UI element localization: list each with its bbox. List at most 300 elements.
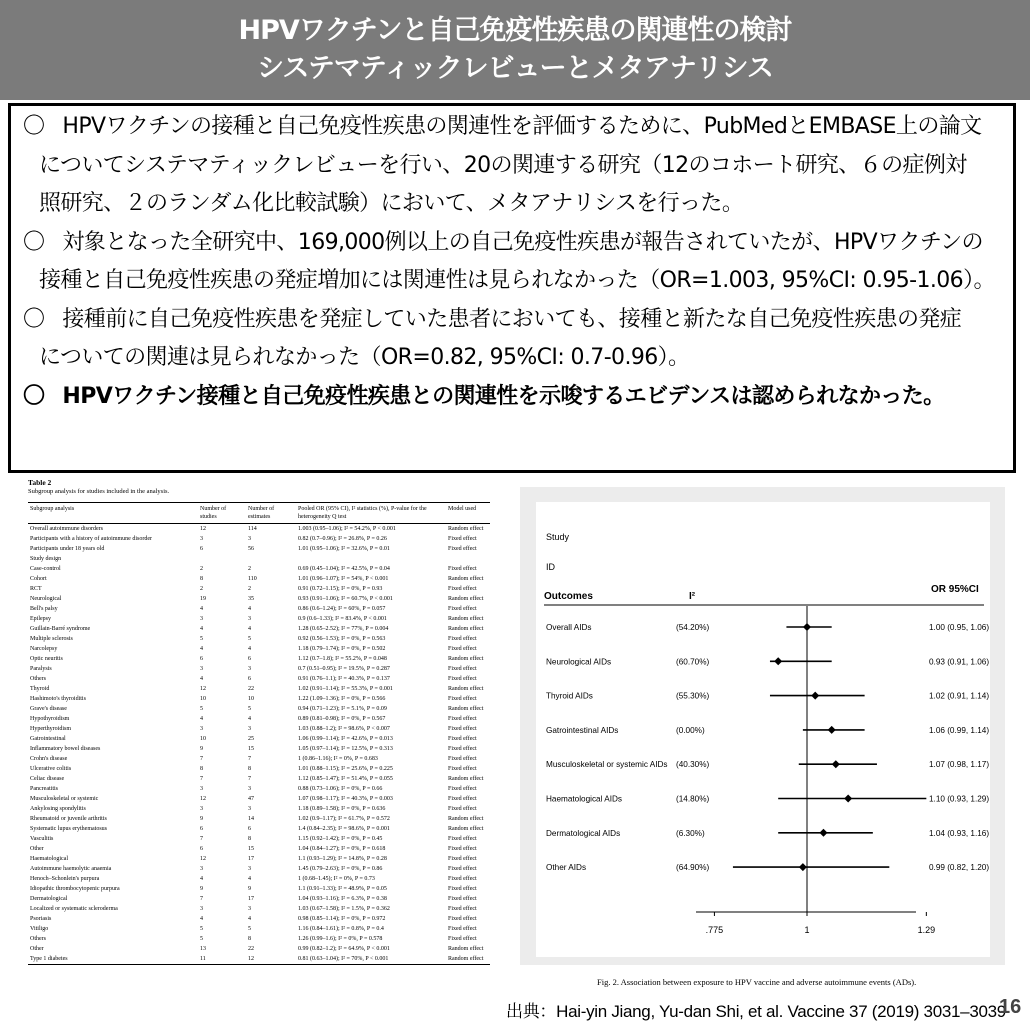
i2-value: (0.00%) [676,725,705,735]
table-cell: Participants under 18 years old [30,546,105,552]
table-cell: 4 [248,626,251,632]
table-row [28,884,490,894]
forest-row [546,692,989,701]
outcome-label: Dermatological AIDs [546,828,621,838]
table-cell: 47 [248,796,254,802]
table-cell: 1.1 (0.91–1.33); I² = 48.9%, P = 0.05 [298,886,387,892]
table-cell: 0.82 (0.7–0.96); I² = 26.8%, P = 0.26 [298,536,387,542]
i2-value: (40.30%) [676,760,710,770]
title-banner [0,0,1030,100]
table-cell: 12 [200,796,206,802]
table-cell: Participants with a history of autoimmune disorder [30,536,152,542]
table-cell: 56 [248,546,254,552]
table-row [28,904,490,914]
table-cell: Multiple sclerosis [30,636,73,642]
table-cell: 4 [248,916,251,922]
table-row [28,854,490,864]
table-cell: Fixed effect [448,866,477,872]
circle-bullet-icon: 〇 [23,114,45,139]
table-cell: 1 (0.86–1.16); I² = 0%, P = 0.683 [298,756,378,762]
table-cell: Autoimmune haemolytic anaemia [30,866,112,872]
table-cell: 1.02 (0.91–1.14); I² = 55.3%, P = 0.001 [298,686,393,692]
bullet-1 [23,108,1003,224]
table-cell: 10 [248,696,254,702]
table-row [28,614,490,624]
table-cell: Gatrointestinal [30,736,66,742]
table-cell: Fixed effect [448,566,477,572]
i2-value: (55.30%) [676,691,710,701]
table-cell: 5 [200,706,203,712]
table-row [28,554,490,564]
table-cell: 9 [200,746,203,752]
table-cell: 1.26 (0.99–1.6); I² = 0%, P = 0.578 [298,936,383,942]
table-cell: Random effect [448,826,484,832]
table-cell: 0.81 (0.63–1.04); I² = 70%, P < 0.001 [296,954,446,965]
table-row [28,944,490,954]
table-cell: 0.93 (0.91–1.06); I² = 60.7%, P < 0.001 [298,596,393,602]
summary-box [8,103,1016,473]
table-cell: Fixed effect [448,796,477,802]
table-row [28,784,490,794]
table-cell: Random effect [448,686,484,692]
table-row [28,794,490,804]
point-estimate-marker [832,760,840,768]
forest-row [546,657,989,666]
table-cell: 9 [200,886,203,892]
i2-value: (14.80%) [676,794,710,804]
table-cell: 12 [200,856,206,862]
title-line-1: HPVワクチンと自己免疫性疾患の関連性の検討 [238,15,792,46]
table-cell: 4 [200,676,203,682]
table-cell: 22 [248,946,254,952]
table-cell: Grave's disease [30,706,67,712]
bullet-3-line-1: 接種前に自己免疫性疾患を発症していた患者においても、接種と新たな自己免疫性疾患の発症 [62,306,962,332]
table-cell: 7 [200,836,203,842]
table-cell: 3 [248,786,251,792]
table-cell: Fixed effect [448,756,477,762]
table-cell: 110 [248,576,257,582]
table-cell: 22 [248,686,254,692]
table-cell: Type 1 diabetes [28,954,198,965]
bullet-2-line-2: 接種と自己免疫性疾患の発症増加には関連性は見られなかった（OR=1.003, 95%CI: 0.95-1.06）。 [39,268,995,293]
bullet-1-line-1: HPVワクチンの接種と自己免疫性疾患の関連性を評価するために、PubMedとEMBASE上の論文 [62,114,982,139]
table-cell: 6 [248,676,251,682]
point-estimate-marker [819,829,827,837]
forest-header-outcomes: Outcomes [544,591,593,602]
table-cell: 12 [200,686,206,692]
table-cell: Bell's palsy [30,606,58,612]
table-row [28,894,490,904]
table-cell: Fixed effect [448,636,477,642]
table-cell: Celiac disease [30,776,65,782]
table-cell: 8 [248,936,251,942]
table-cell: 0.9 (0.6–1.33); I² = 83.4%, P < 0.001 [298,616,387,622]
point-estimate-marker [774,657,782,665]
table-cell: 6 [200,546,203,552]
table-cell: 3 [200,536,203,542]
table-cell: 3 [248,806,251,812]
table-cell: Paralysis [30,666,52,672]
table-cell: 1.01 (0.88–1.15); I² = 25.6%, P = 0.225 [298,766,393,772]
figure-caption: Fig. 2. Association between exposure to HPV vaccine and adverse autoimmune events (ADs). [597,977,917,987]
table-cell: 1.4 (0.84–2.35); I² = 98.6%, P = 0.001 [298,826,390,832]
table-cell: 6 [248,656,251,662]
table-cell: Neurological [30,596,62,602]
outcome-label: Other AIDs [546,863,587,873]
table-cell: 1.06 (0.99–1.14); I² = 42.6%, P = 0.013 [298,736,393,742]
table-row [28,934,490,944]
table-cell: 1.04 (0.93–1.16); I² = 6.3%, P = 0.38 [298,896,387,902]
table-cell: 1.03 (0.67–1.58); I² = 1.5%, P = 0.362 [298,906,390,912]
table-cell: Random effect [448,616,484,622]
table-cell: Fixed effect [448,646,477,652]
table-cell: 1.28 (0.65–2.52); I² = 77%, P = 0.004 [298,626,389,632]
table-cell: Idiopathic thrombocytopenic purpura [30,886,120,892]
table-cell: 4 [200,916,203,922]
table-cell: 6 [200,846,203,852]
table-row [28,844,490,854]
table-cell: 15 [248,846,254,852]
table-cell: 4 [248,606,251,612]
table-cell: 17 [248,896,254,902]
source-citation: 出典：Hai-yin Jiang, Yu-dan Shi, et al. Vaccine 37 (2019) 3031–3039 [506,1002,1006,1021]
table-cell: 1.03 (0.88–1.2); I² = 98.6%, P < 0.007 [298,726,390,732]
table-cell: Vitiligo [30,926,49,932]
i2-value: (54.20%) [676,623,710,632]
table-cell: Fixed effect [448,766,477,772]
table-cell: Fixed effect [448,726,477,732]
forest-plot [536,502,990,957]
i2-value: (6.30%) [676,828,705,838]
or-ci-label: 1.07 (0.98, 1.17) [929,760,990,770]
table-cell [446,554,490,564]
table-cell: Fixed effect [448,546,477,552]
table-cell: RCT [30,586,42,592]
i2-value: (60.70%) [676,657,710,667]
x-tick-label: 1 [804,925,810,935]
table-cell: Fixed effect [448,716,477,722]
table-cell: 3 [200,616,203,622]
table-cell: 6 [200,656,203,662]
table-cell: Other [30,846,44,852]
table-cell: Fixed effect [448,806,477,812]
table-cell: 4 [248,716,251,722]
table-cell: Fixed effect [448,886,477,892]
x-axis-ticks [706,912,935,935]
table-cell: 10 [200,696,206,702]
table-cell: Hyperthyroidism [30,726,71,732]
table-cell: Henoch–Schonlein's purpura [30,876,100,882]
table-cell: 5 [248,926,251,932]
table-cell: Random effect [448,526,484,532]
table-cell: Vasculitis [30,836,54,842]
table-row [28,524,490,535]
table-cell: 6 [248,826,251,832]
table-cell: 10 [200,736,206,742]
table-cell: 35 [248,596,254,602]
table-cell: Ulcerative colitis [30,766,72,772]
table-cell: 8 [200,576,203,582]
table-cell: Others [30,676,46,682]
table-cell: Overall autoimmune disorders [30,526,103,532]
circle-bullet-icon: 〇 [23,383,45,409]
table-cell: 1.01 (0.95–1.06); I² = 32.6%, P = 0.01 [298,546,390,552]
table-cell: 4 [200,716,203,722]
table-cell: Thyroid [30,686,50,692]
table-cell: Hashimoto's thyroiditis [30,696,86,702]
table-cell: 15 [248,746,254,752]
circle-bullet-icon: 〇 [23,229,45,255]
table-cell: Guillain-Barré syndrome [30,626,91,632]
table-cell: 9 [248,886,251,892]
table-row [28,594,490,604]
i2-value: (64.90%) [676,863,710,873]
table-cell: 2 [200,586,203,592]
table-cell: Fixed effect [448,676,477,682]
table-cell: 114 [248,526,257,532]
table-cell: 8 [248,836,251,842]
or-ci-label: 0.93 (0.91, 1.06) [929,657,990,667]
table-cell: 3 [200,726,203,732]
table-cell: 2 [200,566,203,572]
table-row [28,804,490,814]
table-cell: Fixed effect [448,916,477,922]
table-row [28,644,490,654]
table-cell: Random effect [448,816,484,822]
forest-row [546,795,989,804]
table-cell: Hypothyroidism [30,716,70,722]
circle-bullet-icon: 〇 [23,306,45,332]
table-cell: Fixed effect [448,836,477,842]
table-row [28,694,490,704]
table-cell: Fixed effect [448,926,477,932]
bullet-4-line-1: HPVワクチン接種と自己免疫性疾患との関連性を示唆するエビデンスは認められなかった。 [62,383,945,409]
table-row [28,754,490,764]
bullet-3-line-2: についての関連は見られなかった（OR=0.82, 95%CI: 0.7-0.96）。 [39,345,690,370]
table-cell: 13 [200,946,206,952]
table-row [28,714,490,724]
table-cell: Random effect [446,954,490,965]
table-cell: 6 [200,826,203,832]
table-cell: Other [30,946,44,952]
table-cell: 0.94 (0.71–1.23); I² = 5.1%, P = 0.09 [298,706,387,712]
table-cell: 5 [200,926,203,932]
table-cell: 2 [248,586,251,592]
table-cell: 25 [248,736,254,742]
table-row [28,674,490,684]
table-cell: Systematic lupus erythematosus [30,826,107,832]
table-cell: Fixed effect [448,896,477,902]
table-body [28,524,490,965]
table-cell: 3 [200,666,203,672]
table-cell: 2 [248,566,251,572]
table-row [28,684,490,694]
bullet-4-conclusion [23,378,1003,417]
outcome-label: Thyroid AIDs [546,691,593,701]
table-cell: Random effect [448,706,484,712]
table-cell: Case-control [30,566,61,572]
table-cell: Fixed effect [448,856,477,862]
table-cell: 3 [248,666,251,672]
point-estimate-marker [828,726,836,734]
table-cell: Fixed effect [448,746,477,752]
forest-header-i2: I² [689,591,696,602]
table-cell: Crohn's disease [30,756,68,762]
table-cell [296,554,446,564]
table-cell: 0.89 (0.81–0.98); I² = 0%, P = 0.567 [298,716,386,722]
table-cell: 3 [200,906,203,912]
table-cell: 7 [200,896,203,902]
column-header: Pooled OR (95% CI), I² statistics (%), P-value for the heterogeneity Q test [296,503,446,524]
page-number: 16 [999,996,1022,1018]
table-cell: 1.22 (1.09–1.36); I² = 0%, P = 0.566 [298,696,386,702]
table-row [28,734,490,744]
forest-header-study: Study [546,532,570,542]
table-cell: Pancreatitis [30,786,58,792]
table-cell: 0.86 (0.6–1.24); I² = 60%, P = 0.057 [298,606,386,612]
table-cell: 7 [200,776,203,782]
x-tick-label: .775 [705,925,724,935]
table-cell: 0.92 (0.56–1.53); I² = 0%, P = 0.563 [298,636,386,642]
table-cell: 0.91 (0.76–1.1); I² = 40.3%, P = 0.137 [298,676,390,682]
table-cell: 3 [248,906,251,912]
forest-row [546,829,989,838]
forest-rows [546,623,989,872]
table-cell: 0.7 (0.51–0.95); I² = 19.5%, P = 0.287 [298,666,390,672]
table-cell: 5 [200,936,203,942]
table-caption: Subgroup analysis for studies included in the analysis. [28,488,170,495]
table-cell: Narcolepsy [30,646,58,652]
table-row [28,634,490,644]
table-cell: 4 [248,646,251,652]
table-cell: 4 [200,646,203,652]
outcome-label: Haematological AIDs [546,794,622,804]
bullet-2-line-1: 対象となった全研究中、169,000例以上の自己免疫性疾患が報告されていたが、HPVワクチンの [62,229,983,255]
column-header: Number of studies [198,503,246,524]
table-cell: 0.99 (0.82–1.2); I² = 64.9%, P < 0.001 [298,946,390,952]
table-cell: Random effect [448,576,484,582]
table-cell: 5 [248,636,251,642]
table-cell: 9 [200,816,203,822]
table-row [28,864,490,874]
table-cell: 14 [248,816,254,822]
table-cell: Musculoskeletal or systemic [30,796,99,802]
table-cell: Random effect [448,626,484,632]
table-cell: Rheumatoid or juvenile arthritis [30,816,107,822]
table-cell: 12 [200,526,206,532]
table-title: Table 2 [28,478,52,487]
table-cell: 0.91 (0.72–1.15); I² = 0%, P = 0.93 [298,586,383,592]
table-cell: 1.05 (0.97–1.14); I² = 12.5%, P = 0.313 [298,746,393,752]
or-ci-label: 1.00 (0.95, 1.06) [929,623,990,632]
table-cell: Fixed effect [448,586,477,592]
table-cell [246,554,296,564]
bullet-3 [23,301,1003,378]
point-estimate-marker [803,623,811,631]
column-header: Subgroup analysis [28,503,198,524]
table-row [28,624,490,634]
or-ci-label: 1.02 (0.91, 1.14) [929,691,990,701]
point-estimate-marker [799,863,807,871]
subgroup-table-panel [28,478,493,1030]
table-cell: Fixed effect [448,736,477,742]
table-cell: Fixed effect [448,696,477,702]
table-cell: 1.04 (0.84–1.27); I² = 0%, P = 0.618 [298,846,386,852]
forest-row [546,726,989,735]
table-cell: 8 [248,766,251,772]
table-cell: Cohort [30,576,47,582]
table-cell: 1.003 (0.95–1.06); I² = 54.2%, P < 0.001 [298,526,396,532]
table-header-row [28,503,490,524]
table-row [28,874,490,884]
or-ci-label: 1.04 (0.93, 1.16) [929,828,990,838]
table-cell: 0.88 (0.73–1.06); I² = 0%, P = 0.66 [298,786,383,792]
table-cell: 4 [200,876,203,882]
table-cell: Localized or systematic scleroderma [30,906,118,912]
title-line-2: システマティックレビューとメタアナリシス [257,53,773,84]
column-header: Model used [446,503,490,524]
table-cell: Fixed effect [448,876,477,882]
table-cell: 1.01 (0.96–1.07); I² = 54%, P < 0.001 [298,576,389,582]
table-row [28,954,490,965]
table-cell: 17 [248,856,254,862]
table-row [28,834,490,844]
table-cell: 1.1 (0.93–1.29); I² = 14.8%, P = 0.28 [298,856,387,862]
table-row [28,664,490,674]
table-row [28,824,490,834]
table-cell: Fixed effect [448,536,477,542]
point-estimate-marker [844,795,852,803]
table-cell: 1.18 (0.89–1.58); I² = 0%, P = 0.636 [298,806,386,812]
table-cell: 4 [248,876,251,882]
or-ci-label: 1.10 (0.93, 1.29) [929,794,990,804]
table-cell: 7 [248,776,251,782]
table-cell: Fixed effect [448,666,477,672]
outcome-label: Overall AIDs [546,623,592,632]
table-cell: Epilepsy [30,616,51,622]
table-row [28,584,490,594]
point-estimate-marker [811,692,819,700]
table-row [28,914,490,924]
outcome-label: Gatrointestinal AIDs [546,725,619,735]
table-cell: Fixed effect [448,786,477,792]
table-cell: Inflammatory bowel diseases [30,746,101,752]
table-cell: 0.69 (0.45–1.04); I² = 42.5%, P = 0.04 [298,566,390,572]
table-cell: Ankylosing spondylitis [30,806,86,812]
subgroup-table [28,502,490,965]
table-cell: Optic neuritis [30,656,63,662]
table-cell: 1.02 (0.9–1.17); I² = 61.7%, P = 0.572 [298,816,390,822]
table-cell: Haematological [30,856,68,862]
table-cell: Random effect [448,596,484,602]
table-cell: 1.12 (0.85–1.47); I² = 51.4%, P = 0.055 [298,776,393,782]
table-cell: 4 [200,626,203,632]
bullet-1-line-2: についてシステマティックレビューを行い、20の関連する研究（12のコホート研究、６の症例対 [39,152,967,178]
forest-header-or: OR 95%CI [931,584,979,595]
table-row [28,744,490,754]
table-cell: 1.15 (0.92–1.42); I² = 0%, P = 0.45 [298,836,383,842]
table-row [28,774,490,784]
table-cell: 3 [248,536,251,542]
table-row [28,564,490,574]
table-cell: 1.07 (0.98–1.17); I² = 40.3%, P = 0.003 [298,796,393,802]
table-cell: Random effect [448,946,484,952]
x-tick-label: 1.29 [917,925,936,935]
forest-row [546,863,989,872]
column-header: Number of estimates [246,503,296,524]
table-cell [198,554,246,564]
table-row [28,814,490,824]
